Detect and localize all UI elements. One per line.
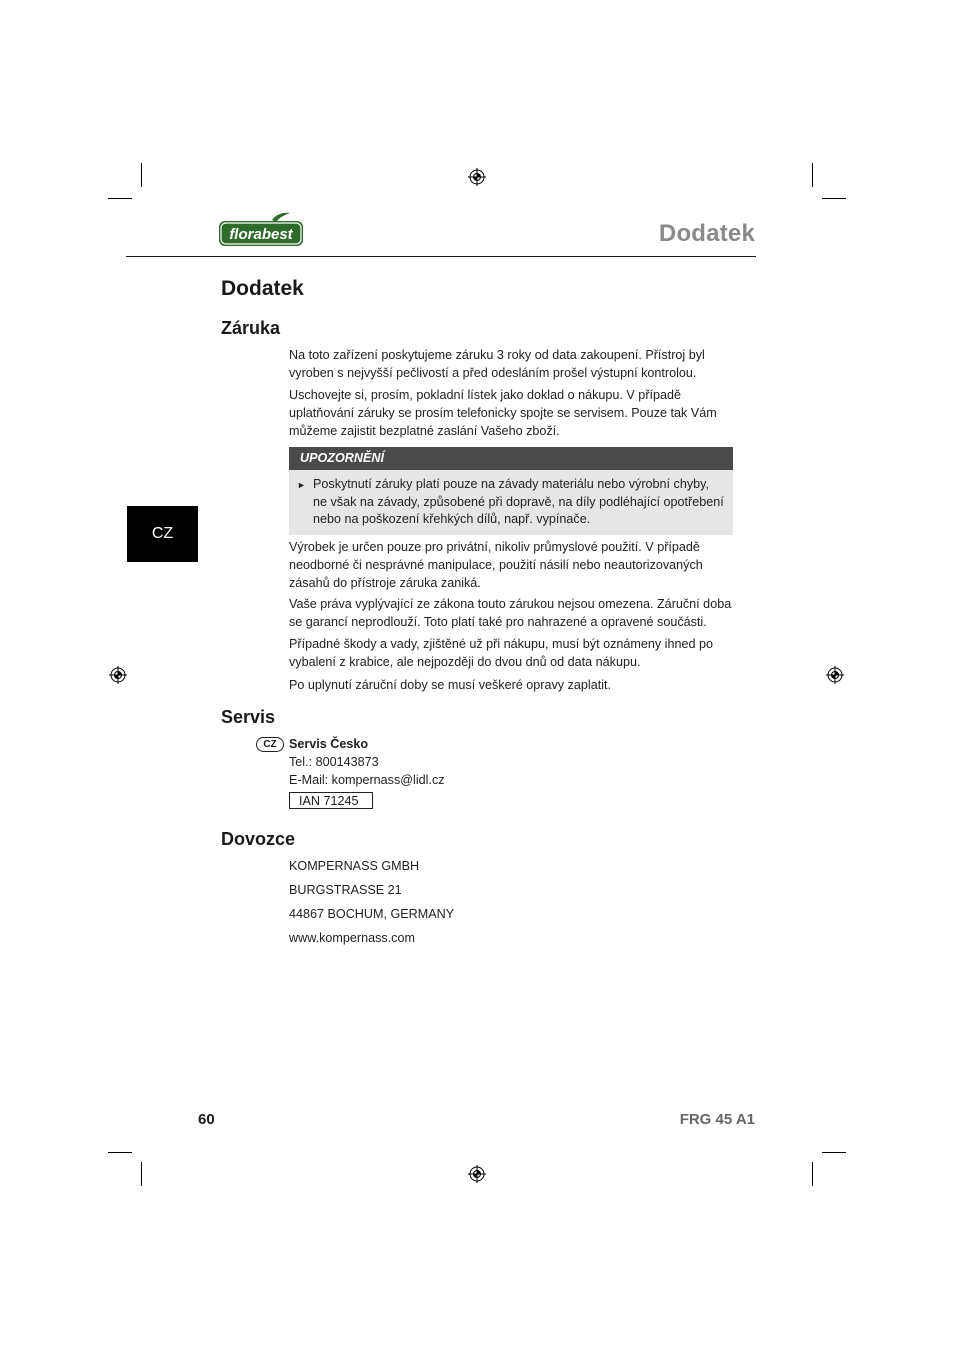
paragraph: Výrobek je určen pouze pro privátní, nikoliv průmyslové použití. V případě neodborné či nesprávné manipulace, použití násilí nebo neautorizovaných zásahů do přístroje záruka zaniká. — [289, 540, 703, 590]
zaruka-paragraph — [289, 346, 733, 382]
crop-mark — [822, 198, 846, 199]
zaruka-heading: Záruka — [221, 318, 281, 338]
warning-text: Poskytnutí záruky platí pouze na závady materiálu nebo výrobní chyby, ne však na závady, způsobené při dopravě, na díly podléhající opotřebení nebo na poškození křehkých dílů, např. vypínače. — [313, 477, 724, 526]
right-triangle-arrow-icon: ► — [297, 480, 306, 490]
crop-mark — [141, 1162, 142, 1186]
page-title: Dodatek — [221, 277, 304, 300]
warning-body — [289, 470, 733, 535]
paragraph: Vaše práva vyplývající ze zákona touto zárukou nejsou omezena. Záruční doba se garancí neprodlouží. Toto platí také pro nahrazené a opravené součásti. — [289, 597, 732, 629]
dovozce-line: 44867 BOCHUM, GERMANY — [289, 907, 455, 921]
dovozce-website: www.kompernass.com — [289, 931, 415, 945]
florabest-logo — [218, 212, 304, 248]
dovozce-line: KOMPERNASS GMBH — [289, 859, 420, 873]
zaruka-paragraph — [289, 676, 733, 694]
servis-tel: Tel.: 800143873 — [289, 755, 379, 769]
zaruka-paragraph — [289, 595, 733, 631]
header-title: Dodatek — [658, 220, 755, 247]
country-badge: CZ — [256, 737, 284, 752]
warning-title: UPOZORNĚNÍ — [289, 447, 733, 470]
crop-mark — [141, 163, 142, 187]
servis-email: E-Mail: kompernass@lidl.cz — [289, 773, 445, 787]
dovozce-line: BURGSTRASSE 21 — [289, 883, 402, 897]
paragraph: Po uplynutí záruční doby se musí veškeré opravy zaplatit. — [289, 678, 612, 692]
crop-mark — [822, 1152, 846, 1153]
registration-target-icon — [826, 666, 844, 684]
paragraph: Případné škody a vady, zjištěné už při nákupu, musí být oznámeny ihned po vybalení z krabice, ale nejpozději do dvou dnů od data nákupu. — [289, 637, 713, 669]
warning-box — [289, 447, 733, 535]
dovozce-heading: Dovozce — [221, 829, 296, 849]
model-number: FRG 45 A1 — [679, 1111, 755, 1128]
language-tab: CZ — [127, 506, 198, 562]
paragraph: Na toto zařízení poskytujeme záruku 3 roky od data zakoupení. Přístroj byl vyroben s nejvyšší pečlivostí a před odesláním prošel výstupní kontrolou. — [289, 348, 705, 380]
registration-target-icon — [109, 666, 127, 684]
paragraph: Uschovejte si, prosím, pokladní lístek jako doklad o nákupu. V případě uplatňování záruky se prosím telefonicky spojte se servisem. Pouze tak Vám můžeme zajistit bezplatné zaslání Vašeho zboží. — [289, 388, 717, 438]
zaruka-paragraph — [289, 635, 733, 671]
page-number: 60 — [198, 1111, 215, 1128]
servis-heading: Servis — [221, 707, 276, 727]
registration-target-icon — [468, 1165, 486, 1183]
zaruka-paragraph — [289, 386, 733, 440]
crop-mark — [108, 198, 132, 199]
crop-mark — [812, 1162, 813, 1186]
svg-text:florabest: florabest — [229, 226, 293, 243]
ian-number-box: IAN 71245 — [289, 792, 373, 809]
header-divider — [126, 256, 756, 257]
registration-target-icon — [468, 168, 486, 186]
zaruka-paragraph — [289, 538, 733, 592]
servis-name: Servis Česko — [289, 737, 369, 751]
crop-mark — [108, 1152, 132, 1153]
crop-mark — [812, 163, 813, 187]
